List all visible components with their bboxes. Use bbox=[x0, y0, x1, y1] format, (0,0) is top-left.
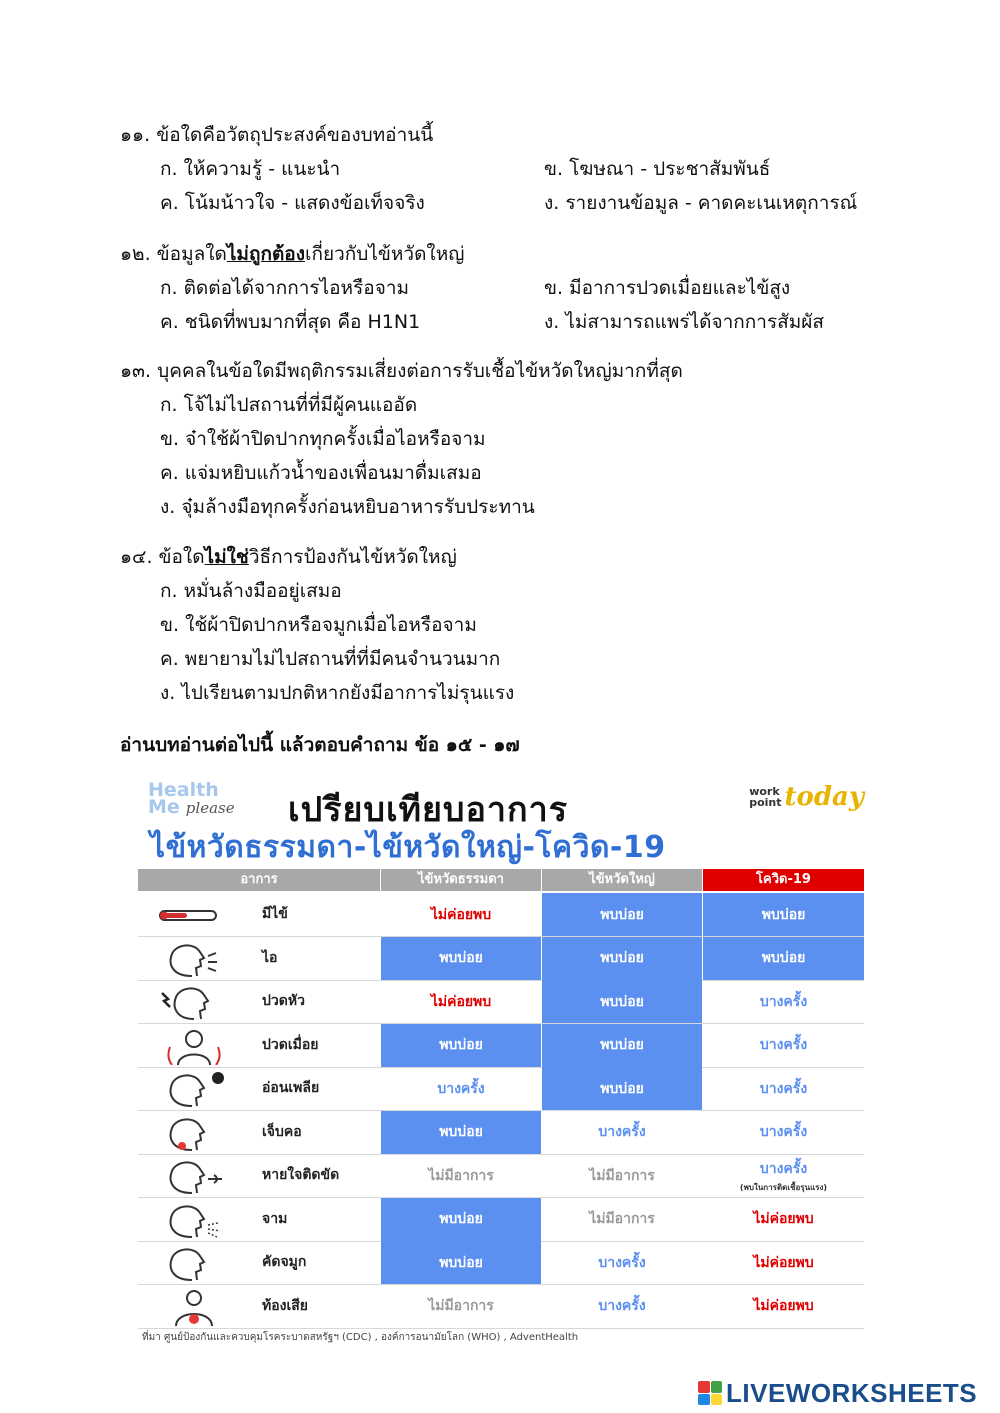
sneeze-icon bbox=[152, 1201, 236, 1239]
cell-value: พบบ่อย bbox=[439, 950, 483, 966]
cell-value: พบบ่อย bbox=[600, 906, 644, 923]
cell-cold bbox=[381, 893, 541, 936]
option-row bbox=[120, 305, 824, 339]
question-number: ๑๑. bbox=[120, 124, 151, 146]
cell-covid bbox=[703, 1067, 864, 1110]
stem-emphasis: ไม่ใช่ bbox=[204, 546, 249, 568]
liveworksheets-logo-icon bbox=[698, 1381, 722, 1405]
sore-throat-icon bbox=[152, 1114, 236, 1152]
cell-flu bbox=[542, 1285, 702, 1328]
cell-value: ไม่ค่อยพบ bbox=[430, 993, 492, 1010]
cell-value: พบบ่อย bbox=[439, 1124, 483, 1140]
answer-option[interactable]: ง. ไม่สามารถแพร่ได้จากการสัมผัส bbox=[544, 311, 825, 333]
answer-option[interactable]: ก. ให้ความรู้ - แนะนำ bbox=[160, 158, 341, 180]
fatigue-icon bbox=[152, 1070, 236, 1108]
cell-cold bbox=[381, 1024, 541, 1067]
answer-option[interactable]: ข. มีอาการปวดเมื่อยและไข้สูง bbox=[544, 277, 791, 299]
cell-value: บางครั้ง bbox=[759, 993, 808, 1010]
symptom-label: ปวดเมื่อย bbox=[262, 1036, 319, 1053]
answer-option[interactable]: ข. โฆษณา - ประชาสัมพันธ์ bbox=[544, 158, 771, 180]
question-13 bbox=[120, 354, 683, 524]
question-number: ๑๒. bbox=[120, 243, 151, 265]
question-stem bbox=[120, 118, 857, 152]
question-stem bbox=[120, 237, 824, 271]
cell-cold bbox=[381, 1198, 541, 1241]
question-stem bbox=[120, 540, 514, 574]
diarrhea-icon bbox=[152, 1288, 236, 1326]
cell-value: ไม่ค่อยพบ bbox=[430, 906, 492, 923]
symptom-row bbox=[138, 893, 864, 936]
cell-flu bbox=[542, 937, 702, 980]
cell-flu bbox=[542, 980, 702, 1023]
answer-option[interactable]: ข. จ๋าใช้ผ้าปิดปากทุกครั้งเมื่อไอหรือจาม bbox=[160, 428, 486, 450]
cell-value: บางครั้ง bbox=[759, 1080, 808, 1097]
cell-covid bbox=[703, 1198, 864, 1241]
stem-text: ข้อใด bbox=[158, 546, 205, 568]
symptom-label: มีไข้ bbox=[262, 906, 288, 922]
cell-cold bbox=[381, 1067, 541, 1110]
symptom-label: ปวดหัว bbox=[262, 993, 305, 1009]
symptom-label: หายใจติดขัด bbox=[262, 1167, 340, 1183]
health-me-please-logo bbox=[148, 779, 235, 818]
answer-option[interactable]: ง. ไปเรียนตามปกติหากยังมีอาการไม่รุนแรง bbox=[160, 682, 515, 704]
header-flu: ไข้หวัดใหญ่ bbox=[542, 869, 702, 891]
logo-word-point: point bbox=[749, 796, 782, 809]
cell-value: พบบ่อย bbox=[600, 1037, 644, 1053]
cell-value: ไม่มีอาการ bbox=[428, 1298, 494, 1314]
headache-icon bbox=[152, 983, 236, 1021]
cell-covid bbox=[703, 980, 864, 1023]
cell-value: ไม่มีอาการ bbox=[428, 1167, 494, 1184]
symptom-label: อ่อนเพลีย bbox=[262, 1080, 320, 1096]
cell-flu bbox=[542, 893, 702, 936]
cell-covid bbox=[703, 893, 864, 936]
stem-text: ข้อมูลใด bbox=[156, 243, 227, 265]
logo-word-please: please bbox=[185, 799, 235, 817]
cell-value: พบบ่อย bbox=[600, 993, 644, 1010]
answer-option[interactable]: ง. จุ๋มล้างมือทุกครั้งก่อนหยิบอาหารรับประทาน bbox=[160, 496, 535, 518]
cell-value: ไม่มีอาการ bbox=[589, 1211, 655, 1227]
header-symptom: อาการ bbox=[138, 869, 380, 891]
cell-flu bbox=[542, 1154, 702, 1197]
cell-cold bbox=[381, 980, 541, 1023]
thermometer-icon bbox=[152, 896, 236, 934]
cell-flu bbox=[542, 1241, 702, 1284]
symptom-row bbox=[138, 1067, 864, 1110]
breathing-icon bbox=[152, 1157, 236, 1195]
cell-value: บางครั้ง bbox=[598, 1298, 646, 1314]
cell-covid bbox=[703, 937, 864, 980]
cell-value: ไม่ค่อยพบ bbox=[753, 1211, 814, 1227]
stem-text: ข้อใดคือวัตถุประสงค์ของบทอ่านนี้ bbox=[156, 124, 434, 146]
cell-cold bbox=[381, 1285, 541, 1328]
header-common-cold: ไข้หวัดธรรมดา bbox=[381, 869, 541, 891]
cell-value: พบบ่อย bbox=[439, 1037, 483, 1053]
answer-option[interactable]: ข. ใช้ผ้าปิดปากหรือจมูกเมื่อไอหรือจาม bbox=[160, 614, 477, 636]
cell-value: บางครั้ง bbox=[437, 1080, 485, 1097]
stuffy-nose-icon bbox=[152, 1244, 236, 1282]
symptom-row bbox=[138, 980, 864, 1023]
question-number: ๑๓. bbox=[120, 360, 152, 382]
answer-option[interactable]: ค. พยายามไม่ไปสถานที่ที่มีคนจำนวนมาก bbox=[160, 648, 501, 670]
symptom-row bbox=[138, 1111, 864, 1154]
answer-option[interactable]: ก. หมั่นล้างมืออยู่เสมอ bbox=[160, 580, 342, 602]
reading-instruction: อ่านบทอ่านต่อไปนี้ แล้วตอบคำถาม ข้อ ๑๕ - ๑๗ bbox=[120, 734, 520, 756]
symptom-row bbox=[138, 1198, 864, 1241]
symptom-row bbox=[138, 937, 864, 980]
option-row bbox=[120, 271, 824, 305]
symptom-label: คัดจมูก bbox=[262, 1254, 307, 1270]
answer-option[interactable]: ง. รายงานข้อมูล - คาดคะเนเหตุการณ์ bbox=[544, 192, 858, 214]
row-divider bbox=[138, 1328, 864, 1329]
cell-value: บางครั้ง bbox=[759, 1037, 808, 1053]
cough-icon bbox=[152, 940, 236, 978]
logo-word-health: Health bbox=[148, 779, 219, 801]
symptom-label: ไอ bbox=[262, 949, 278, 966]
cell-covid bbox=[703, 1024, 864, 1067]
answer-option[interactable]: ค. โน้มน้าวใจ - แสดงข้อเท็จจริง bbox=[160, 192, 425, 214]
cell-value: บางครั้ง bbox=[759, 1124, 808, 1140]
cell-covid bbox=[703, 1111, 864, 1154]
infographic-subtitle: ไข้หวัดธรรมดา-ไข้หวัดใหญ่-โควิด-19 bbox=[150, 830, 666, 865]
stem-text-end: เกี่ยวกับไข้หวัดใหญ่ bbox=[304, 243, 465, 265]
question-11 bbox=[120, 118, 857, 220]
cell-value: พบบ่อย bbox=[600, 950, 644, 966]
option-row bbox=[120, 152, 857, 186]
answer-option[interactable]: ค. ชนิดที่พบมากที่สุด คือ H1N1 bbox=[160, 311, 421, 333]
watermark-text: LIVEWORKSHEETS bbox=[726, 1377, 978, 1408]
symptom-label: ท้องเสีย bbox=[262, 1297, 309, 1314]
cell-value: ไม่ค่อยพบ bbox=[753, 1298, 814, 1314]
cell-note: (พบในการติดเชื้อรุนแรง) bbox=[739, 1182, 828, 1192]
cell-value: บางครั้ง bbox=[598, 1124, 646, 1140]
symptom-row bbox=[138, 1285, 864, 1328]
cell-cold bbox=[381, 1111, 541, 1154]
cell-cold bbox=[381, 1154, 541, 1197]
stem-text-end: วิธีการป้องกันไข้หวัดใหญ่ bbox=[248, 546, 457, 568]
cell-flu bbox=[542, 1067, 702, 1110]
logo-word-me: Me bbox=[148, 796, 180, 818]
option-row bbox=[120, 186, 857, 220]
infographic-title: เปรียบเทียบอาการ bbox=[288, 790, 568, 830]
question-14 bbox=[120, 540, 514, 710]
cell-value: พบบ่อย bbox=[439, 1211, 483, 1227]
cell-flu bbox=[542, 1198, 702, 1241]
cell-flu bbox=[542, 1024, 702, 1067]
symptom-row bbox=[138, 1154, 864, 1197]
stem-emphasis: ไม่ถูกต้อง bbox=[226, 243, 305, 265]
answer-option[interactable]: ก. ติดต่อได้จากการไอหรือจาม bbox=[160, 277, 410, 299]
symptom-row bbox=[138, 1024, 864, 1067]
cell-covid bbox=[703, 1285, 864, 1328]
cell-value: ไม่ค่อยพบ bbox=[753, 1254, 814, 1271]
cell-value: พบบ่อย bbox=[761, 906, 806, 923]
cell-flu bbox=[542, 1111, 702, 1154]
liveworksheets-watermark bbox=[698, 1376, 977, 1410]
body-ache-icon bbox=[152, 1027, 236, 1065]
cell-cold bbox=[381, 937, 541, 980]
symptom-infographic bbox=[138, 776, 864, 1350]
cell-value: พบบ่อย bbox=[600, 1080, 644, 1097]
workpoint-today-logo bbox=[749, 781, 864, 812]
question-12 bbox=[120, 237, 824, 339]
logo-word-work: work bbox=[749, 785, 780, 798]
answer-option[interactable]: ค. แจ่มหยิบแก้วน้ำของเพื่อนมาดื่มเสมอ bbox=[160, 462, 482, 484]
cell-value: บางครั้ง bbox=[759, 1160, 808, 1177]
symptom-row bbox=[138, 1241, 864, 1284]
question-stem bbox=[120, 354, 683, 388]
symptom-label: จาม bbox=[262, 1210, 288, 1227]
symptom-label: เจ็บคอ bbox=[262, 1123, 302, 1140]
cell-value: พบบ่อย bbox=[439, 1254, 483, 1271]
header-covid: โควิด-19 bbox=[703, 869, 864, 891]
cell-covid bbox=[703, 1154, 864, 1197]
cell-value: บางครั้ง bbox=[598, 1254, 646, 1271]
cell-value: ไม่มีอาการ bbox=[589, 1167, 655, 1184]
logo-word-today: today bbox=[784, 781, 864, 812]
source-note: ที่มา ศูนย์ป้องกันและควบคุมโรคระบาดสหรัฐฯ (CDC) , องค์การอนามัยโลก (WHO) , AdventHealth bbox=[142, 1332, 579, 1343]
cell-covid bbox=[703, 1241, 864, 1284]
question-number: ๑๔. bbox=[120, 546, 153, 568]
cell-cold bbox=[381, 1241, 541, 1284]
stem-text: บุคคลในข้อใดมีพฤติกรรมเสี่ยงต่อการรับเชื้อไข้หวัดใหญ่มากที่สุด bbox=[157, 360, 683, 382]
cell-value: พบบ่อย bbox=[761, 950, 806, 966]
answer-option[interactable]: ก. โจ้ไม่ไปสถานที่ที่มีผู้คนแออัด bbox=[160, 394, 418, 416]
